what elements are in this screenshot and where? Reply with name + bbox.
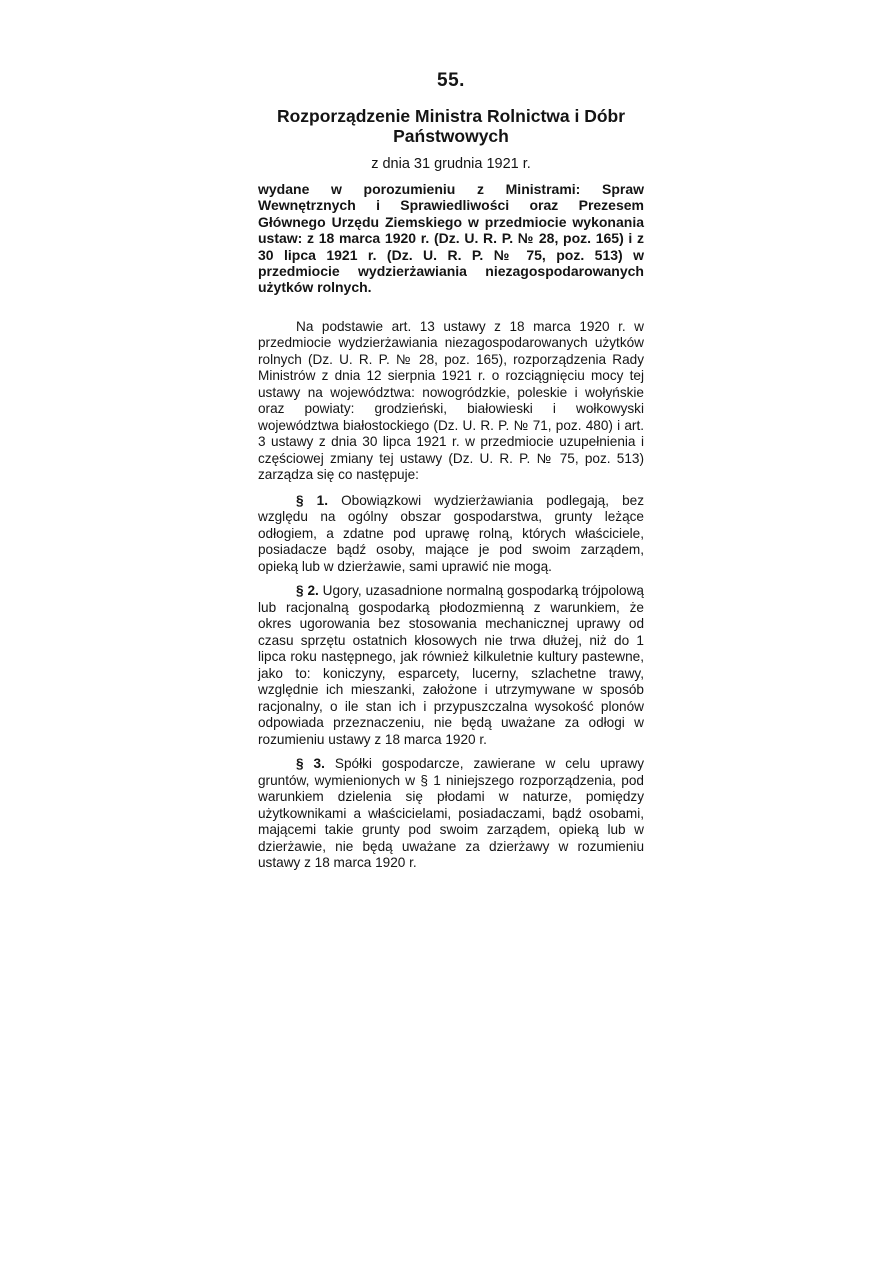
regulation-date: z dnia 31 grudnia 1921 r.	[371, 156, 531, 172]
section-3-text: Spółki gospodarcze, zawierane w celu uprawy gruntów, wymienionych w § 1 niniejszego rozporządzenia, pod warunkiem dzielenia się płodami w naturze, pomiędzy użytkownikami a właścicielami, posiadaczami, bądź osobami, mającemi takie grunty pod swoim zarządem, opieką lub w dzierżawie, nie będą uważane za dzierżawy w rozumieniu ustawy z 18 marca 1920 r.	[258, 756, 645, 871]
document-page	[258, 70, 644, 880]
section-3-paragraph	[258, 756, 644, 872]
preamble-paragraph: Na podstawie art. 13 ustawy z 18 marca 1920 r. w przedmiocie wydzierżawiania niezagospodarowanych użytków rolnych (Dz. U. R. P. № 28, poz. 165), rozporządzenia Rady Ministrów z dnia 12 sierpnia 1921 r. o rozciągnięciu mocy tej ustawy na województwa: nowogródzkie, poleskie i wołyńskie oraz powiaty: grodzieński, białowieski i wołkowyski województwa białostockiego (Dz. U. R. P. № 71, poz. 480) i art. 3 ustawy z dnia 30 lipca 1921 r. w przedmiocie uzupełnienia i częściowej zmiany tej ustawy (Dz. U. R. P. № 75, poz. 513) zarządza się co następuje:	[258, 318, 644, 483]
section-2-text: Ugory, uzasadnione normalną gospodarką trójpolową lub racjonalną gospodarką płodozmienną z warunkiem, że okres ugorowania bez stosowania mechanicznej uprawy od czasu sprzętu ostatnich kłosowych nie trwa dłużej, niż do 1 lipca roku następnego, jak również kilkuletnie kultury pastewne, jako to: koniczyny, esparcety, lucerny, szlachetne trawy, względnie ich mieszanki, założone i utrzymywane w sposób racjonalny, o ile stan ich i przypuszczalna wysokość plonów odpowiada przeznaczeniu, nie będą uważane za odłogi w rozumieniu ustawy z 18 marca 1920 r.	[258, 583, 644, 747]
regulation-subtitle: wydane w porozumieniu z Ministrami: Spraw Wewnętrznych i Sprawiedliwości oraz Prezesem Głównego Urzędu Ziemskiego w przedmiocie wykonania ustaw: z 18 marca 1920 r. (Dz. U. R. P. № 28, poz. 165) i z 30 lipca 1921 r. (Dz. U. R. P. № 75, poz. 513) w przedmiocie wydzierżawiania niezagospodarowanych użytków rolnych.	[258, 181, 644, 296]
section-3-mark: § 3.	[296, 756, 325, 772]
section-1-text: Obowiązkowi wydzierżawiania podlegają, bez względu na ogólny obszar gospodarstwa, grunty leżące odłogiem, a zdatne pod uprawę rolną, których właściciele, posiadacze bądź osoby, mające je pod swoim zarządem, opieką lub w dzierżawie, sami uprawić nie mogą.	[258, 492, 644, 574]
section-1-mark: § 1.	[296, 492, 328, 508]
regulation-title: Rozporządzenie Ministra Rolnictwa i Dóbr Państwowych	[276, 106, 626, 146]
page-number: 55.	[437, 70, 465, 91]
section-2-paragraph	[258, 583, 644, 748]
section-2-mark: § 2.	[296, 583, 319, 599]
section-1-paragraph	[258, 493, 644, 576]
